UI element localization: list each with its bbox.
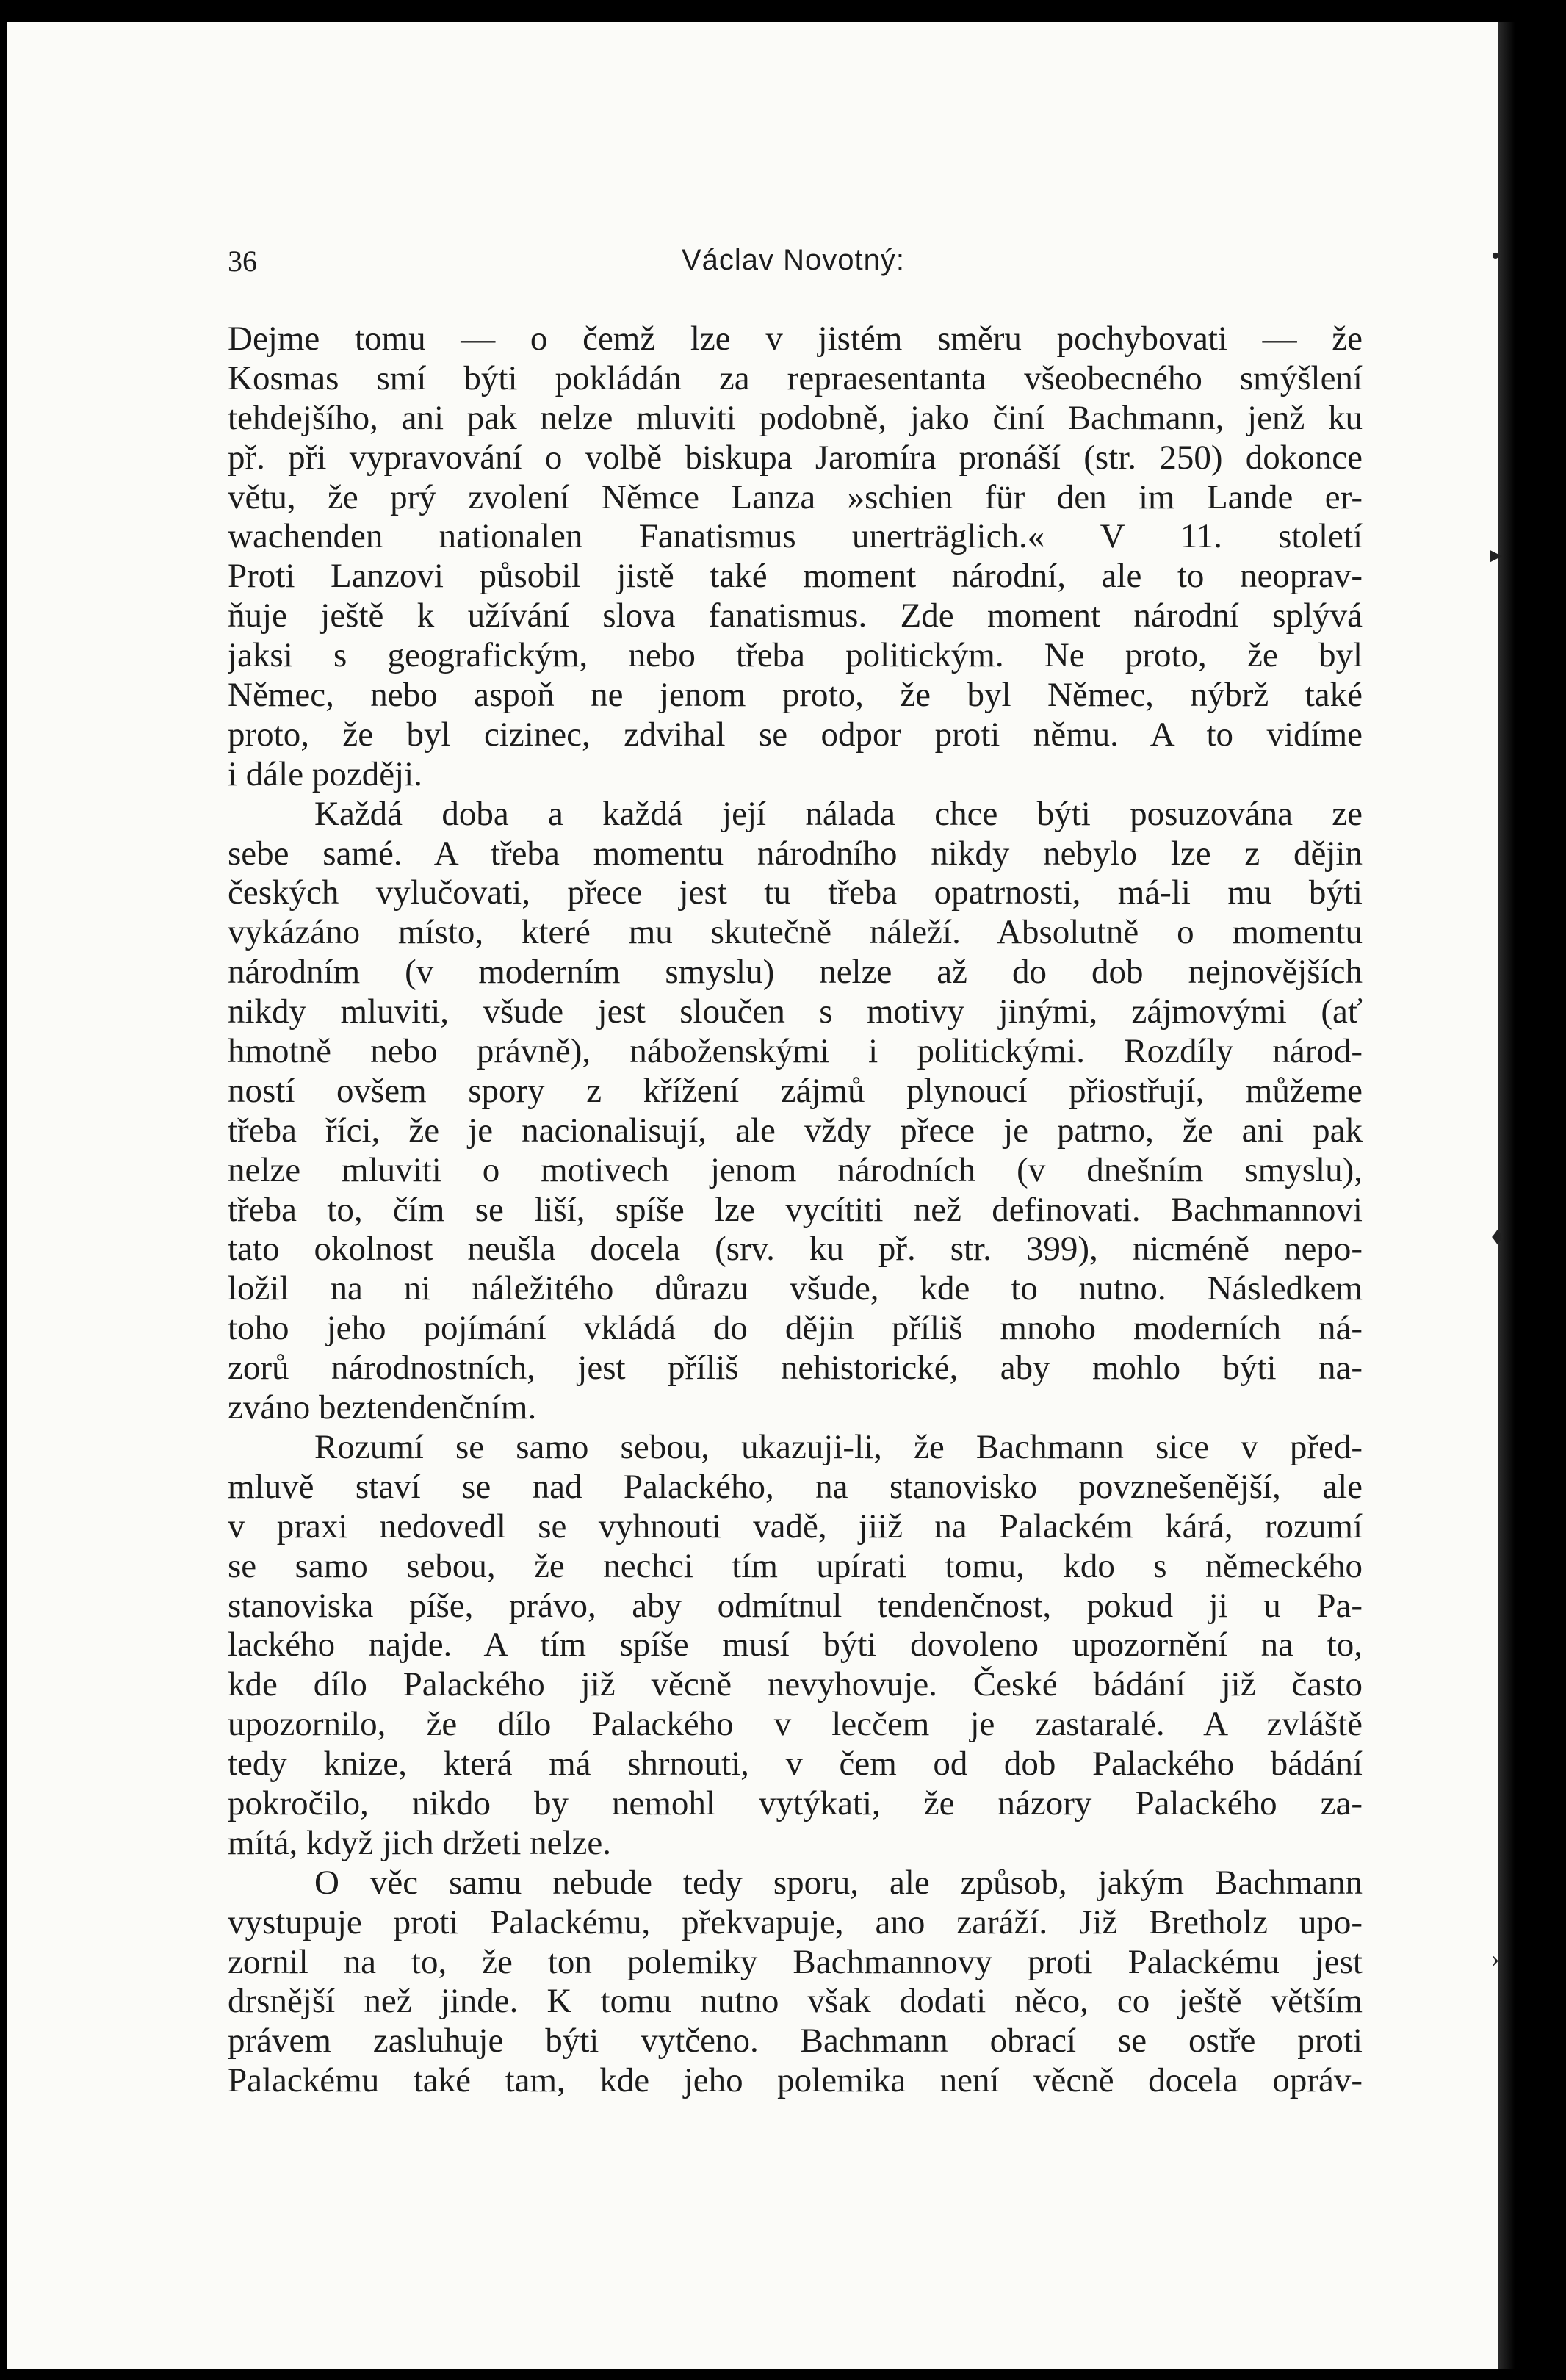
margin-mark: • — [1491, 242, 1500, 270]
book-page — [7, 22, 1526, 2369]
text-line: právem zasluhuje býti vytčeno. Bachmann obrací se ostře proti — [228, 2022, 1363, 2060]
text-line: zornil na to, že ton polemiky Bachmannovy proti Palackému jest — [228, 1942, 1363, 1981]
text-line: Dejme tomu — o čemž lze v jistém směru pochybovati — že — [228, 320, 1363, 358]
text-line: nikdy mluviti, všude jest sloučen s motivy jinými, zájmovými (ať — [228, 992, 1363, 1031]
text-line: lackého najde. A tím spíše musí býti dovoleno upozornění na to, — [228, 1626, 1363, 1665]
margin-mark: › — [1491, 1945, 1500, 1972]
text-line: vystupuje proti Palackému, překvapuje, ano zaráží. Již Bretholz upo- — [228, 1903, 1363, 1941]
text-line: v praxi nedovedl se vyhnouti vadě, jiiž na Palackém kárá, rozumí — [228, 1507, 1363, 1546]
text-line: nelze mluviti o motivech jenom národních (v dnešním smyslu), — [228, 1150, 1363, 1189]
text-line: sebe samé. A třeba momentu národního nikdy nebylo lze z dějin — [228, 834, 1363, 873]
text-line: vykázáno místo, které mu skutečně náleží. Absolutně o momentu — [228, 913, 1363, 952]
text-line: př. při vypravování o volbě biskupa Jaromíra pronáší (str. 250) dokonce — [228, 438, 1363, 477]
text-line: Rozumí se samo sebou, ukazuji-li, že Bachmann sice v před- — [314, 1427, 1363, 1466]
text-line: drsnější než jinde. K tomu nutno však dodati něco, co ještě větším — [228, 1982, 1363, 2021]
text-line: mítá, když jich držeti nelze. — [228, 1823, 612, 1862]
text-line: Proti Lanzovi působil jistě také moment národní, ale to neoprav- — [228, 557, 1363, 596]
text-line: stanoviska píše, právo, aby odmítnul tendenčnost, pokud ji u Pa- — [228, 1586, 1363, 1625]
text-line: větu, že prý zvolení Němce Lanza »schien für den im Lande er- — [228, 477, 1363, 516]
page-number: 36 — [228, 245, 257, 278]
text-line: wachenden nationalen Fanatismus unerträglich.« V 11. století — [228, 517, 1363, 556]
text-line: i dále později. — [228, 754, 422, 793]
running-title: Václav Novotný: — [681, 244, 906, 276]
margin-mark: ♦ — [1491, 1223, 1504, 1250]
text-line: pokročilo, nikdo by nemohl vytýkati, že názory Palackého za- — [228, 1784, 1363, 1822]
text-line: zváno beztendenčním. — [228, 1388, 537, 1427]
text-line: O věc samu nebude tedy sporu, ale způsob, jakým Bachmann — [314, 1863, 1363, 1902]
text-line: hmotně nebo právně), náboženskými i politickými. Rozdíly národ- — [228, 1032, 1363, 1071]
text-line: zorů národnostních, jest příliš nehistorické, aby mohlo býti na- — [228, 1349, 1363, 1388]
text-line: toho jeho pojímání vkládá do dějin příliš mnoho moderních ná- — [228, 1309, 1363, 1348]
text-line: třeba říci, že je nacionalisují, ale vždy přece je patrno, že ani pak — [228, 1111, 1363, 1150]
page-header — [228, 244, 1359, 288]
text-line: tedy knize, která má shrnouti, v čem od dob Palackého bádání — [228, 1745, 1363, 1784]
text-line: tato okolnost neušla docela (srv. ku př. str. 399), nicméně nepo- — [228, 1230, 1363, 1269]
page-edge-shadow — [1498, 22, 1526, 2369]
text-line: jaksi s geografickým, nebo třeba politickým. Ne proto, že byl — [228, 636, 1363, 675]
text-line: Kosmas smí býti pokládán za repraesentanta všeobecného smýšlení — [228, 358, 1363, 397]
text-line: mluvě staví se nad Palackého, na stanovisko povznešenější, ale — [228, 1467, 1363, 1506]
text-line: tehdejšího, ani pak nelze mluviti podobně, jako činí Bachmann, jenž ku — [228, 398, 1363, 437]
body-text — [228, 320, 1363, 2101]
text-line: ností ovšem spory z křížení zájmů plynoucí přiostřují, můžeme — [228, 1071, 1363, 1110]
text-line: Němec, nebo aspoň ne jenom proto, že byl Němec, nýbrž také — [228, 676, 1363, 715]
text-line: třeba to, čím se liší, spíše lze vycítiti než definovati. Bachmannovi — [228, 1190, 1363, 1229]
text-line: upozornilo, že dílo Palackého v lecčem je zastaralé. A zvláště — [228, 1705, 1363, 1744]
text-line: ložil na ni náležitého důrazu všude, kde to nutno. Následkem — [228, 1269, 1363, 1308]
text-line: ňuje ještě k užívání slova fanatismus. Zde moment národní splývá — [228, 596, 1363, 635]
text-line: Palackému také tam, kde jeho polemika není věcně docela opráv- — [228, 2061, 1363, 2100]
text-line: proto, že byl cizinec, zdvihal se odpor proti němu. A to vidíme — [228, 715, 1363, 754]
text-line: Každá doba a každá její nálada chce býti posuzována ze — [314, 794, 1363, 833]
text-line: národním (v moderním smyslu) nelze až do dob nejnovějších — [228, 953, 1363, 992]
text-line: se samo sebou, že nechci tím upírati tomu, kdo s německého — [228, 1546, 1363, 1585]
margin-mark: ▸ — [1490, 541, 1503, 569]
text-line: kde dílo Palackého již věcně nevyhovuje. České bádání již často — [228, 1665, 1363, 1704]
text-line: českých vylučovati, přece jest tu třeba opatrnosti, má-li mu býti — [228, 873, 1363, 912]
